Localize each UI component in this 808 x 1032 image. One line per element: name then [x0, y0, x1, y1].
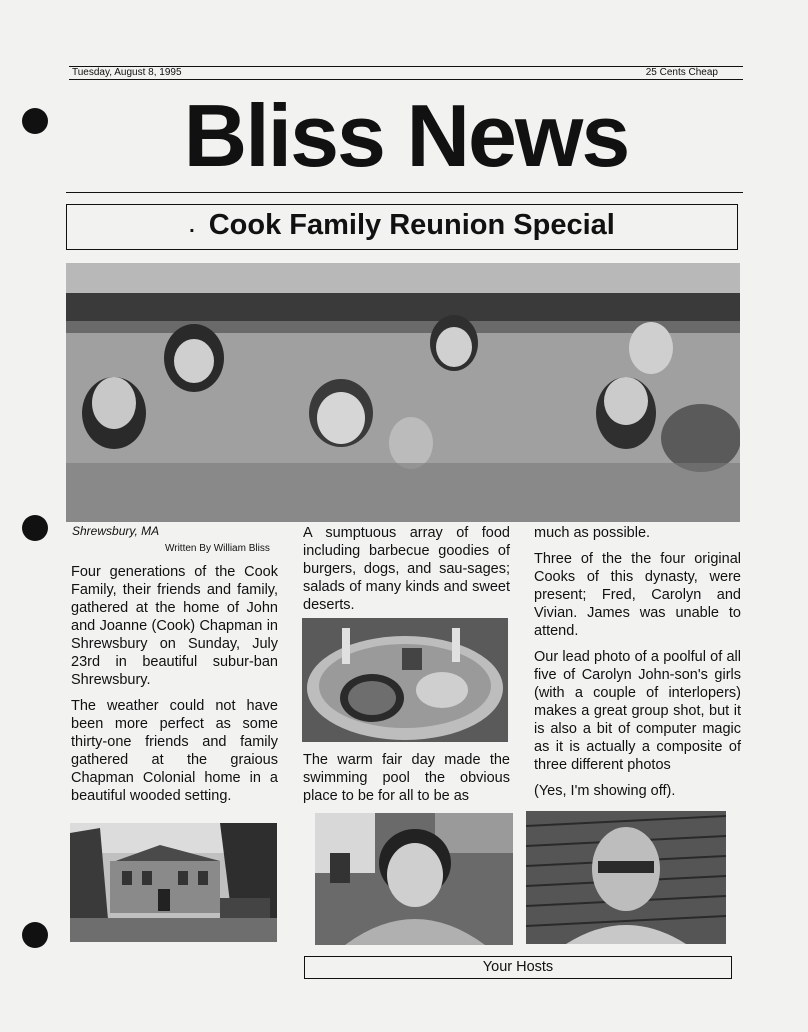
binder-hole-middle — [22, 515, 48, 541]
special-title: Cook Family Reunion Special — [208, 209, 615, 241]
special-bullet: . — [189, 215, 195, 238]
paragraph: (Yes, I'm showing off). — [534, 783, 676, 799]
host-woman-photo — [315, 813, 513, 945]
issue-price: 25 Cents Cheap — [645, 67, 718, 78]
host-man-photo — [526, 811, 726, 944]
article-byline: Written By William Bliss — [165, 543, 270, 554]
masthead-title: Bliss News — [183, 86, 629, 185]
special-banner — [66, 204, 738, 250]
masthead-rule — [66, 192, 743, 193]
binder-hole-top — [22, 108, 48, 134]
food-table-photo — [302, 618, 508, 742]
paragraph: much as possible. — [534, 525, 651, 541]
hosts-caption: Your Hosts — [304, 956, 732, 979]
binder-hole-bottom — [22, 922, 48, 948]
house-photo — [70, 823, 277, 942]
paragraph: The weather could not have been more perfect as some thirty-one friends and family gathered at the graious Chapman Colonial home in a beautiful wooded setting. — [71, 698, 278, 804]
paragraph: Four generations of the Cook Family, their friends and family, gathered at the home of John and Joanne (Cook) Chapman in Shrewsbury on Sunday, July 23rd in beautiful subur-ban Shrewsbury. — [71, 564, 278, 688]
article-column-2a — [303, 524, 510, 622]
issue-date: Tuesday, August 8, 1995 — [72, 67, 182, 78]
pool-group-photo — [66, 263, 740, 522]
paragraph: Our lead photo of a poolful of all five of Carolyn John-son's girls (with a couple of interlopers) makes a great group shot, but it is also a bit of computer magic as it is actually a composite of three different photos — [534, 649, 741, 773]
paragraph: A sumptuous array of food including barbecue goodies of burgers, dogs, and sau-sages; salads of many kinds and sweet deserts. — [303, 525, 510, 613]
article-column-2b — [303, 751, 510, 813]
article-dateline: Shrewsbury, MA — [72, 524, 160, 538]
paragraph: The warm fair day made the swimming pool the obvious place to be for all to be as — [303, 752, 510, 804]
article-column-1 — [71, 563, 278, 813]
article-column-3 — [534, 524, 741, 808]
paragraph: Three of the the four original Cooks of this dynasty, were present; Fred, Carolyn and Vivian. James was unable to attend. — [534, 551, 741, 639]
